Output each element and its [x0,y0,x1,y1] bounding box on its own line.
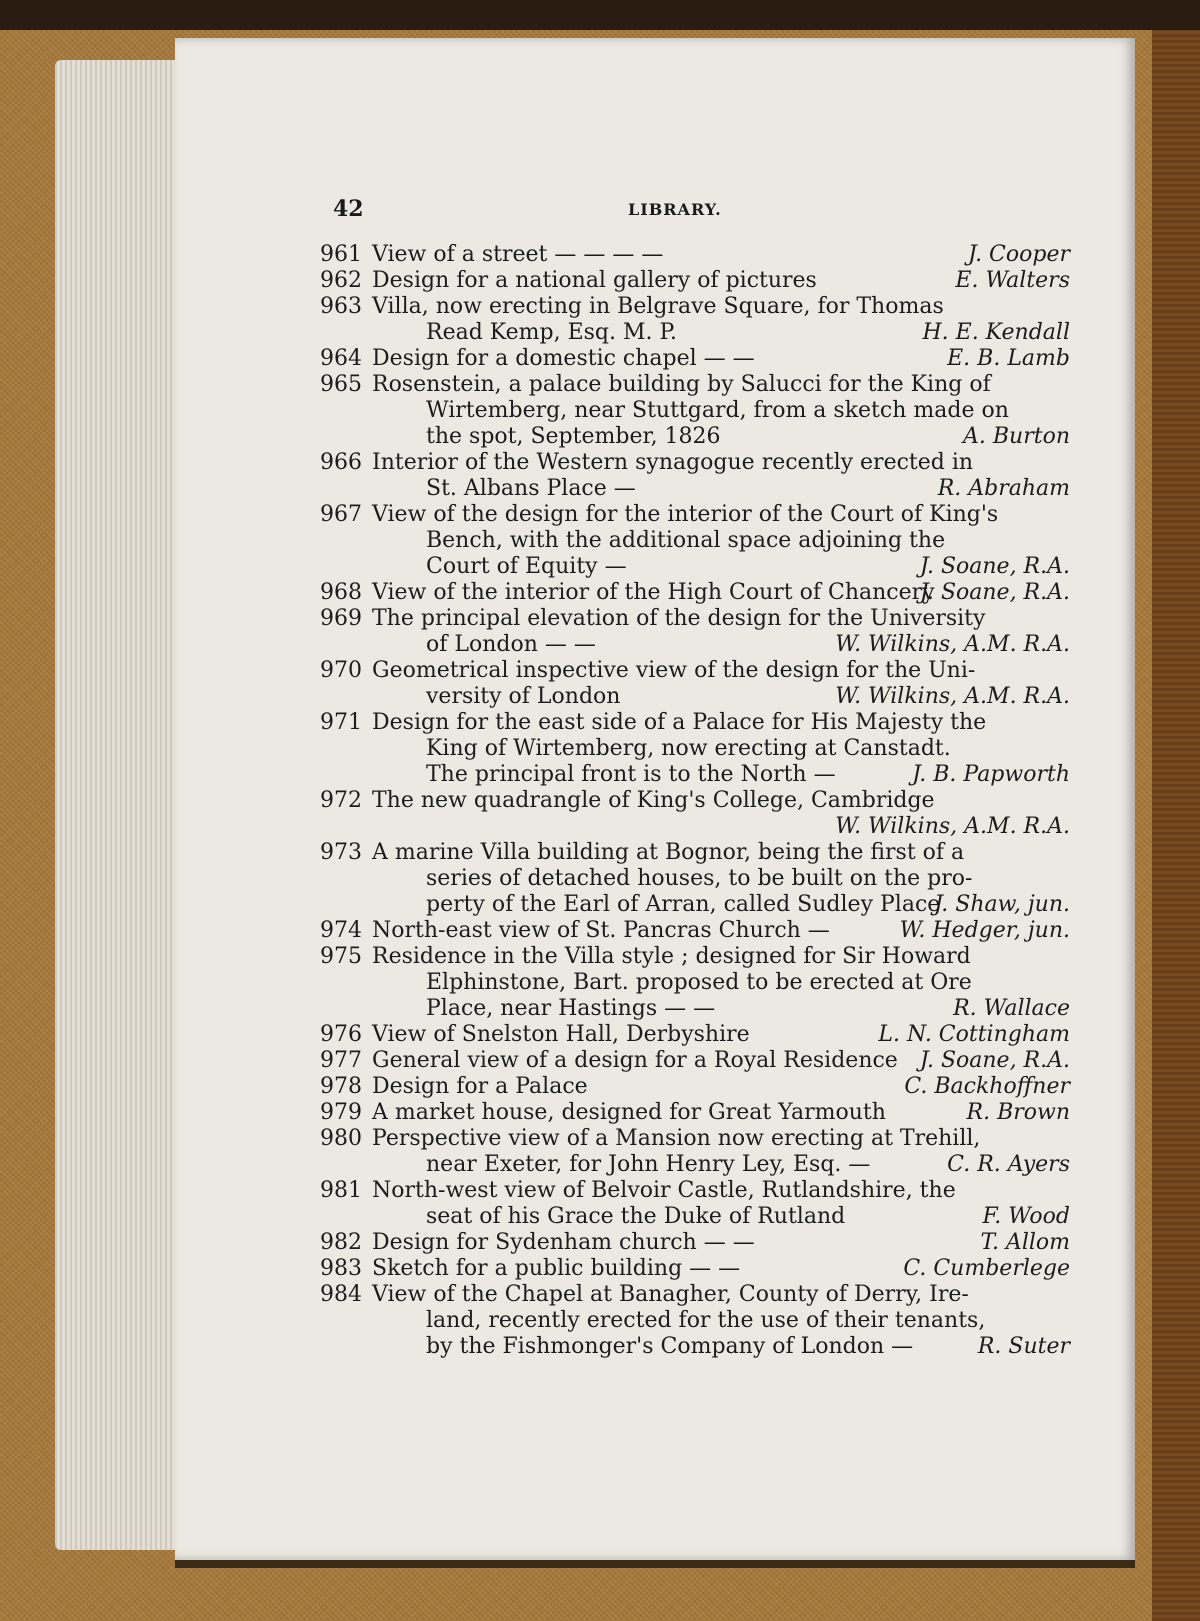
entry-text: versity of London [426,684,621,709]
entry-text: Design for Sydenham church — — [372,1230,755,1255]
entry-author: R. Abraham [937,476,1070,501]
running-head: LIBRARY. [628,200,722,219]
catalogue-line [320,476,1110,502]
catalogue-line [320,710,1110,736]
catalogue-line [320,528,1110,554]
entry-text: the spot, September, 1826 [426,424,721,449]
entry-text: North-west view of Belvoir Castle, Rutlandshire, the [372,1178,956,1203]
entry-text: View of Snelston Hall, Derbyshire [372,1022,750,1047]
entry-text: View of the Chapel at Banagher, County of Derry, Ire- [372,1282,969,1307]
entry-text: St. Albans Place — [426,476,636,501]
entry-text: Perspective view of a Mansion now erecting at Trehill, [372,1126,981,1151]
catalogue-line [320,788,1110,814]
entry-text: King of Wirtemberg, now erecting at Canstadt. [426,736,951,761]
entry-text: A market house, designed for Great Yarmouth [372,1100,886,1125]
entry-author: F. Wood [982,1204,1070,1229]
entry-text: Design for the east side of a Palace for His Majesty the [372,710,987,735]
catalogue-line [320,1100,1110,1126]
entry-text: View of the design for the interior of the Court of King's [372,502,999,527]
entry-number: 962 [320,268,362,293]
entry-author: J. Soane, R.A. [919,580,1070,605]
entry-author: J. B. Papworth [912,762,1070,787]
catalogue-line [320,1074,1110,1100]
entry-number: 965 [320,372,362,397]
entry-author: J. Shaw, jun. [934,892,1070,917]
catalogue-line [320,320,1110,346]
entry-text: series of detached houses, to be built on the pro- [426,866,973,891]
entry-author: H. E. Kendall [922,320,1070,345]
entry-number: 977 [320,1048,362,1073]
entry-number: 984 [320,1282,362,1307]
entry-number: 976 [320,1022,362,1047]
entry-text: View of the interior of the High Court of Chancery [372,580,935,605]
entry-number: 968 [320,580,362,605]
entry-text: Read Kemp, Esq. M. P. [426,320,677,345]
entry-text: Design for a national gallery of pictures [372,268,817,293]
entry-author: W. Wilkins, A.M. R.A. [835,632,1070,657]
catalogue-line [320,294,1110,320]
entry-author: L. N. Cottingham [878,1022,1070,1047]
catalogue-line [320,1334,1110,1360]
catalogue-line [320,346,1110,372]
catalogue-line [320,1152,1110,1178]
catalogue-line [320,1178,1110,1204]
entry-text: Design for a Palace [372,1074,588,1099]
catalogue-line [320,424,1110,450]
entry-author: R. Brown [966,1100,1070,1125]
catalogue-line [320,1308,1110,1334]
catalogue-line [320,502,1110,528]
entry-number: 961 [320,242,362,267]
catalogue-line [320,1282,1110,1308]
catalogue-line [320,450,1110,476]
page-edges [55,60,175,1550]
entry-number: 964 [320,346,362,371]
catalogue-line [320,268,1110,294]
entry-text: Design for a domestic chapel — — [372,346,755,371]
catalogue-line [320,658,1110,684]
entry-author: A. Burton [963,424,1070,449]
entry-author: W. Wilkins, A.M. R.A. [835,814,1070,839]
entry-author: R. Suter [977,1334,1070,1359]
entry-number: 975 [320,944,362,969]
entry-text: near Exeter, for John Henry Ley, Esq. — [426,1152,871,1177]
catalogue-line [320,554,1110,580]
entry-text: General view of a design for a Royal Residence [372,1048,898,1073]
entry-author: C. Cumberlege [903,1256,1070,1281]
entry-number: 969 [320,606,362,631]
entry-text: The new quadrangle of King's College, Cambridge [372,788,935,813]
catalogue-line [320,892,1110,918]
entry-author: R. Wallace [953,996,1070,1021]
catalogue-line [320,918,1110,944]
entry-number: 979 [320,1100,362,1125]
entry-text: Rosenstein, a palace building by Salucci for the King of [372,372,991,397]
entry-number: 967 [320,502,362,527]
catalogue-line [320,1230,1110,1256]
entry-number: 980 [320,1126,362,1151]
catalogue-line [320,996,1110,1022]
entry-text: View of a street — — — — [372,242,664,267]
entry-author: J. Soane, R.A. [919,1048,1070,1073]
entry-author: T. Allom [980,1230,1070,1255]
page-number: 42 [333,196,364,222]
entry-text: of London — — [426,632,596,657]
entry-text: Wirtemberg, near Stuttgard, from a sketch made on [426,398,1009,423]
entry-author: J. Soane, R.A. [919,554,1070,579]
entry-text: The principal elevation of the design for the University [372,606,986,631]
entry-author: C. Backhoffner [904,1074,1070,1099]
catalogue-line [320,1022,1110,1048]
entry-text: by the Fishmonger's Company of London — [426,1334,914,1359]
entry-number: 963 [320,294,362,319]
entry-text: North-east view of St. Pancras Church — [372,918,830,943]
catalogue-line [320,736,1110,762]
catalogue-line [320,840,1110,866]
entry-text: Residence in the Villa style ; designed for Sir Howard [372,944,971,969]
entry-text: Villa, now erecting in Belgrave Square, for Thomas [372,294,944,319]
entry-number: 981 [320,1178,362,1203]
entry-number: 972 [320,788,362,813]
catalogue-line [320,762,1110,788]
entry-number: 978 [320,1074,362,1099]
entry-text: Bench, with the additional space adjoining the [426,528,946,553]
entry-text: perty of the Earl of Arran, called Sudley Place [426,892,941,917]
catalogue-line [320,372,1110,398]
catalogue-line [320,866,1110,892]
book-spine [1152,30,1200,1621]
entry-author: E. Walters [955,268,1070,293]
catalogue-line [320,1048,1110,1074]
entry-number: 973 [320,840,362,865]
catalogue-line [320,1126,1110,1152]
entry-text: Elphinstone, Bart. proposed to be erected at Ore [426,970,972,995]
entry-number: 982 [320,1230,362,1255]
entry-text: A marine Villa building at Bognor, being the first of a [372,840,965,865]
entry-number: 983 [320,1256,362,1281]
entry-author: W. Hedger, jun. [899,918,1070,943]
entry-text: land, recently erected for the use of their tenants, [426,1308,986,1333]
entry-author: E. B. Lamb [947,346,1070,371]
catalogue-line [320,1256,1110,1282]
entry-author: J. Cooper [967,242,1070,267]
entry-text: Place, near Hastings — — [426,996,716,1021]
page-header [333,196,1033,226]
catalogue-entries [320,242,1110,1360]
entry-text: seat of his Grace the Duke of Rutland [426,1204,846,1229]
entry-text: Court of Equity — [426,554,627,579]
entry-number: 974 [320,918,362,943]
catalogue-line [320,970,1110,996]
entry-number: 966 [320,450,362,475]
entry-author: C. R. Ayers [947,1152,1070,1177]
catalogue-line [320,814,1110,840]
catalogue-line [320,944,1110,970]
catalogue-line [320,684,1110,710]
entry-author: W. Wilkins, A.M. R.A. [835,684,1070,709]
entry-text: Sketch for a public building — — [372,1256,741,1281]
entry-text: Interior of the Western synagogue recently erected in [372,450,974,475]
catalogue-line [320,398,1110,424]
entry-number: 971 [320,710,362,735]
entry-number: 970 [320,658,362,683]
catalogue-line [320,632,1110,658]
catalogue-line [320,1204,1110,1230]
entry-text: Geometrical inspective view of the design for the Uni- [372,658,976,683]
entry-text: The principal front is to the North — [426,762,836,787]
catalogue-line [320,606,1110,632]
catalogue-line [320,242,1110,268]
catalogue-line [320,580,1110,606]
